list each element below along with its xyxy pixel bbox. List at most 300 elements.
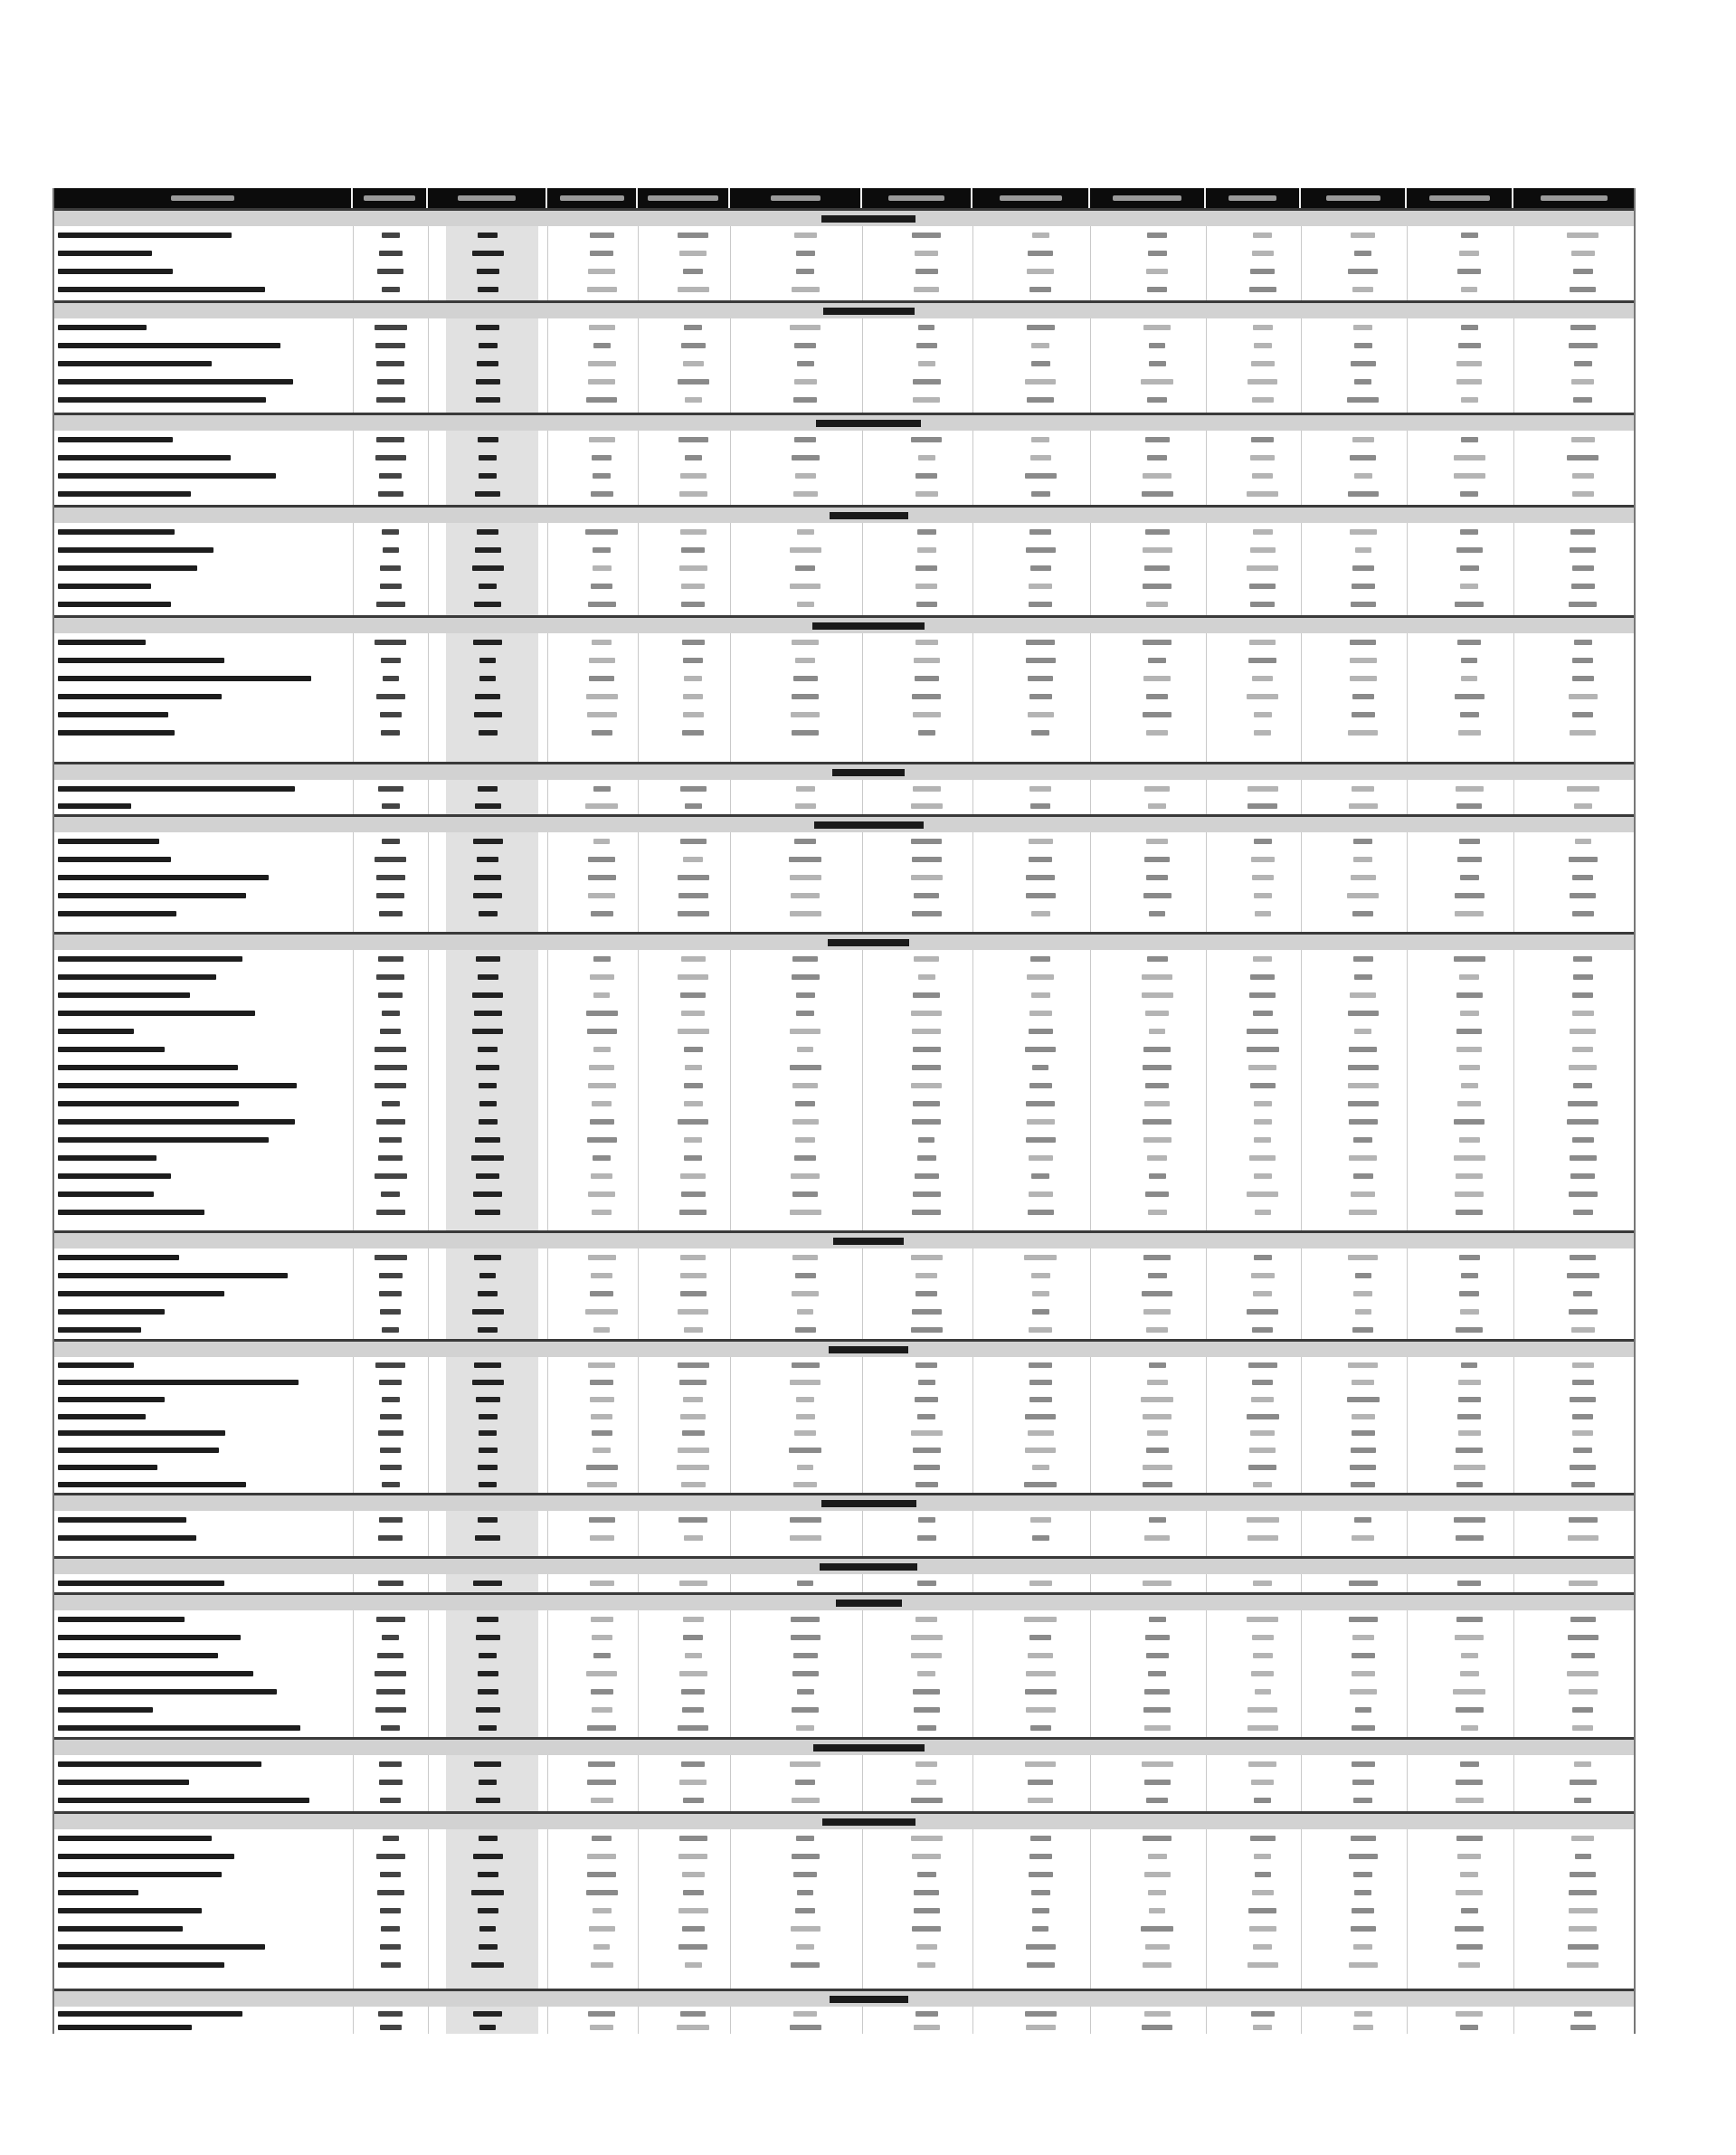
row-value: [1567, 233, 1598, 238]
row-value: [796, 251, 815, 256]
row-value: [1024, 1255, 1057, 1260]
row-value: [380, 565, 401, 571]
row-value: [1350, 529, 1377, 535]
row-value: [1026, 1137, 1056, 1143]
row-value: [681, 1761, 705, 1767]
row-label: [58, 1689, 277, 1695]
row-value: [681, 1482, 706, 1487]
row-value: [1354, 251, 1371, 256]
row-value: [1143, 1962, 1172, 1968]
row-value: [479, 1448, 498, 1453]
row-value: [1146, 839, 1168, 844]
row-value: [1142, 974, 1172, 980]
row-value: [1351, 1191, 1375, 1197]
row-value: [585, 803, 618, 809]
row-value: [1460, 529, 1478, 535]
row-value: [913, 1448, 941, 1453]
table-row: [54, 559, 1634, 577]
row-value: [1146, 602, 1168, 607]
row-value: [678, 437, 708, 442]
row-value: [380, 1414, 402, 1419]
table-row: [54, 1829, 1634, 1847]
row-value: [1568, 1535, 1598, 1541]
row-value: [1030, 1836, 1051, 1841]
row-value: [912, 694, 941, 699]
row-value: [915, 269, 938, 274]
row-value: [1255, 1210, 1271, 1215]
row-value: [1031, 911, 1050, 916]
row-value: [1352, 1380, 1374, 1385]
row-value: [917, 547, 936, 553]
row-value: [1254, 730, 1271, 736]
table-row: [54, 1321, 1634, 1339]
row-value: [1351, 1836, 1376, 1841]
row-value: [792, 694, 819, 699]
table-row: [54, 887, 1634, 905]
row-value: [790, 875, 821, 880]
row-value: [684, 1083, 703, 1088]
row-value: [792, 1083, 818, 1088]
row-value: [1026, 893, 1056, 898]
row-value: [795, 1780, 815, 1785]
row-value: [914, 893, 939, 898]
row-value: [911, 1255, 943, 1260]
row-label: [58, 1517, 186, 1523]
table-row: [54, 449, 1634, 467]
row-value: [1148, 1210, 1167, 1215]
row-value: [592, 1707, 612, 1713]
table-row: [54, 651, 1634, 669]
row-value: [1573, 397, 1592, 403]
row-value: [791, 1635, 821, 1640]
row-value: [793, 676, 818, 681]
row-value: [473, 1854, 503, 1859]
row-value: [791, 1617, 820, 1622]
row-value: [1567, 1962, 1598, 1968]
row-value: [1247, 1191, 1278, 1197]
row-value: [1457, 1854, 1481, 1859]
row-value: [588, 1255, 616, 1260]
row-value: [1350, 1465, 1376, 1470]
row-value: [1571, 437, 1595, 442]
row-value: [915, 1362, 937, 1368]
row-value: [1569, 1581, 1598, 1586]
section-title: [828, 939, 909, 946]
row-value: [1028, 1653, 1053, 1658]
row-value: [1247, 491, 1278, 497]
row-value: [1350, 992, 1376, 998]
row-value: [678, 1309, 708, 1315]
row-value: [1572, 1011, 1594, 1016]
row-value: [1142, 1291, 1172, 1296]
header-cell-11: [1301, 188, 1407, 208]
row-value: [1028, 251, 1053, 256]
table-row: [54, 1408, 1634, 1425]
row-value: [792, 1362, 820, 1368]
row-value: [1457, 1101, 1481, 1106]
table-row: [54, 1511, 1634, 1529]
row-value: [1352, 1414, 1375, 1419]
row-value: [1144, 1725, 1171, 1731]
row-value: [382, 1011, 400, 1016]
row-value: [1461, 658, 1477, 663]
row-value: [378, 1430, 403, 1436]
row-value: [1353, 325, 1372, 330]
section-header: [54, 1989, 1634, 2007]
row-value: [1571, 379, 1594, 384]
row-value: [1454, 1465, 1485, 1470]
row-value: [1573, 974, 1593, 980]
row-value: [1025, 1448, 1056, 1453]
row-value: [792, 1854, 820, 1859]
row-label: [58, 1119, 295, 1125]
row-value: [1567, 455, 1598, 460]
row-value: [1248, 1465, 1276, 1470]
row-value: [680, 992, 706, 998]
row-value: [1030, 565, 1051, 571]
row-value: [1355, 547, 1371, 553]
row-value: [1253, 1482, 1272, 1487]
row-value: [915, 1273, 937, 1278]
row-label: [58, 1397, 165, 1402]
row-value: [591, 1173, 612, 1179]
row-value: [1353, 1798, 1372, 1803]
row-label: [58, 803, 131, 809]
row-value: [1143, 1414, 1172, 1419]
row-label: [58, 640, 146, 645]
row-value: [380, 1309, 401, 1315]
row-value: [479, 584, 497, 589]
row-value: [379, 1761, 402, 1767]
row-value: [1461, 1083, 1478, 1088]
row-value: [1570, 1255, 1596, 1260]
row-value: [479, 473, 497, 479]
row-value: [1031, 437, 1049, 442]
row-value: [1249, 1155, 1276, 1161]
row-value: [797, 361, 814, 366]
row-value: [588, 875, 616, 880]
row-value: [1457, 269, 1481, 274]
row-value: [1352, 712, 1375, 717]
row-value: [679, 1671, 707, 1676]
row-value: [1573, 1448, 1592, 1453]
row-value: [593, 1944, 610, 1950]
row-value: [1143, 893, 1172, 898]
row-value: [790, 911, 821, 916]
row-value: [917, 1671, 935, 1676]
row-value: [1142, 1761, 1173, 1767]
row-value: [1144, 2011, 1171, 2017]
row-label: [58, 992, 190, 998]
row-value: [591, 584, 612, 589]
row-value: [683, 1397, 703, 1402]
row-value: [685, 1065, 702, 1070]
row-value: [680, 1273, 707, 1278]
row-value: [1029, 1362, 1052, 1368]
row-value: [478, 786, 498, 792]
row-value: [1351, 1926, 1376, 1932]
row-value: [1144, 1101, 1170, 1106]
row-value: [1029, 1083, 1052, 1088]
row-value: [1348, 491, 1379, 497]
table-row: [54, 986, 1634, 1004]
row-value: [587, 1872, 616, 1877]
table-header-row: [54, 188, 1634, 208]
row-value: [593, 992, 610, 998]
row-value: [478, 287, 498, 292]
row-label: [58, 676, 311, 681]
row-value: [380, 712, 402, 717]
row-value: [1143, 1581, 1172, 1586]
row-value: [479, 1944, 498, 1950]
row-value: [1144, 786, 1170, 792]
row-value: [911, 1836, 943, 1841]
row-value: [1354, 473, 1372, 479]
row-value: [1460, 565, 1479, 571]
row-value: [1352, 437, 1374, 442]
row-value: [1031, 730, 1049, 736]
row-value: [1348, 1065, 1379, 1070]
row-value: [376, 875, 405, 880]
row-value: [1143, 584, 1172, 589]
row-value: [1148, 803, 1166, 809]
row-label: [58, 437, 173, 442]
row-value: [1458, 730, 1481, 736]
row-value: [585, 529, 618, 535]
row-value: [1027, 269, 1054, 274]
row-value: [590, 1581, 614, 1586]
row-value: [1252, 1635, 1274, 1640]
row-value: [383, 676, 399, 681]
row-value: [1458, 1380, 1481, 1385]
table-row: [54, 1884, 1634, 1902]
row-value: [683, 857, 703, 862]
table-row: [54, 244, 1634, 262]
header-cell-10: [1206, 188, 1301, 208]
row-value: [1573, 1210, 1593, 1215]
row-value: [1027, 397, 1054, 403]
row-value: [1253, 2025, 1272, 2030]
row-label: [58, 1210, 204, 1215]
row-value: [1460, 1761, 1479, 1767]
row-value: [1349, 1962, 1378, 1968]
table-row: [54, 1022, 1634, 1040]
row-value: [913, 992, 940, 998]
row-value: [1027, 1119, 1055, 1125]
row-value: [1454, 1119, 1485, 1125]
row-value: [1024, 1617, 1057, 1622]
row-value: [1454, 1155, 1485, 1161]
row-value: [1025, 379, 1056, 384]
row-value: [379, 1273, 403, 1278]
row-value: [590, 1397, 614, 1402]
row-value: [684, 676, 702, 681]
row-value: [1461, 437, 1478, 442]
row-value: [1028, 712, 1054, 717]
row-value: [917, 1414, 935, 1419]
table-row: [54, 1203, 1634, 1221]
row-value: [916, 602, 937, 607]
row-value: [381, 1191, 400, 1197]
row-value: [375, 1362, 405, 1368]
row-value: [797, 602, 814, 607]
row-value: [1575, 839, 1591, 844]
row-value: [796, 1944, 814, 1950]
row-value: [1456, 992, 1483, 998]
row-label: [58, 1707, 153, 1713]
row-value: [794, 839, 816, 844]
row-label: [58, 1944, 265, 1950]
row-value: [912, 911, 942, 916]
row-value: [1144, 1872, 1171, 1877]
row-value: [379, 1517, 403, 1523]
row-value: [1570, 287, 1596, 292]
row-value: [1349, 803, 1378, 809]
header-label: [171, 195, 234, 201]
row-value: [1247, 1029, 1278, 1034]
row-value: [1030, 1725, 1051, 1731]
row-value: [1349, 1854, 1378, 1859]
table-row: [54, 706, 1634, 724]
row-label: [58, 1029, 134, 1034]
row-value: [678, 1029, 709, 1034]
row-value: [913, 379, 941, 384]
row-value: [589, 658, 615, 663]
row-value: [1253, 956, 1272, 962]
row-value: [1567, 1671, 1598, 1676]
table-row: [54, 373, 1634, 391]
row-value: [916, 1780, 936, 1785]
table-row: [54, 262, 1634, 280]
row-value: [1572, 565, 1594, 571]
row-label: [58, 1011, 255, 1016]
row-value: [1349, 1581, 1378, 1586]
row-label: [58, 1191, 154, 1197]
row-value: [1347, 1397, 1380, 1402]
row-value: [793, 1482, 817, 1487]
table-row: [54, 523, 1634, 541]
row-value: [1250, 1430, 1275, 1436]
row-value: [1571, 251, 1595, 256]
row-value: [1247, 1517, 1279, 1523]
row-value: [1147, 287, 1167, 292]
row-value: [1453, 1689, 1485, 1695]
row-value: [914, 1890, 939, 1895]
row-value: [478, 974, 498, 980]
section-header: [54, 208, 1634, 226]
row-value: [915, 473, 937, 479]
row-value: [588, 1761, 615, 1767]
row-value: [789, 1448, 821, 1453]
row-label: [58, 1137, 269, 1143]
row-value: [681, 956, 706, 962]
row-value: [478, 1465, 498, 1470]
row-value: [1569, 694, 1598, 699]
row-value: [1029, 584, 1052, 589]
row-value: [1147, 397, 1167, 403]
row-value: [1457, 640, 1481, 645]
row-value: [1247, 1617, 1278, 1622]
row-value: [376, 1210, 405, 1215]
row-value: [1247, 1047, 1279, 1052]
row-value: [1456, 1617, 1483, 1622]
header-label: [458, 195, 516, 201]
row-value: [794, 343, 816, 348]
row-value: [1349, 1155, 1377, 1161]
row-value: [589, 1517, 615, 1523]
row-value: [681, 602, 705, 607]
row-value: [1459, 974, 1479, 980]
row-value: [378, 1535, 403, 1541]
table-row: [54, 1267, 1634, 1285]
row-value: [1352, 1535, 1374, 1541]
row-value: [1347, 397, 1379, 403]
table-row: [54, 1459, 1634, 1476]
row-value: [1569, 1890, 1597, 1895]
row-value: [795, 1137, 815, 1143]
row-value: [1252, 676, 1273, 681]
row-value: [1571, 1836, 1594, 1841]
row-value: [1247, 1725, 1278, 1731]
row-value: [1029, 1191, 1053, 1197]
row-value: [1247, 1414, 1279, 1419]
row-value: [474, 875, 501, 880]
row-value: [1574, 640, 1592, 645]
row-value: [1145, 1635, 1170, 1640]
row-value: [794, 1155, 816, 1161]
row-label: [58, 379, 293, 384]
table-row: [54, 688, 1634, 706]
row-label: [58, 565, 197, 571]
row-value: [792, 1191, 818, 1197]
row-value: [475, 803, 501, 809]
row-value: [1353, 956, 1373, 962]
table-row: [54, 1665, 1634, 1683]
row-value: [911, 1653, 942, 1658]
row-value: [1029, 839, 1053, 844]
table-row: [54, 905, 1634, 923]
row-value: [1149, 361, 1166, 366]
row-value: [1147, 1380, 1168, 1385]
section-title: [822, 1818, 915, 1826]
table-row: [54, 318, 1634, 337]
row-value: [1145, 1011, 1169, 1016]
row-value: [918, 455, 935, 460]
row-value: [590, 1291, 613, 1296]
row-value: [913, 712, 941, 717]
section-title: [816, 420, 921, 427]
row-value: [1460, 1011, 1479, 1016]
row-value: [915, 2011, 938, 2017]
row-value: [1458, 1962, 1480, 1968]
row-label: [58, 1854, 234, 1859]
row-value: [1149, 1173, 1166, 1179]
row-value: [1460, 2025, 1478, 2030]
row-value: [792, 956, 818, 962]
header-label: [1113, 195, 1181, 201]
header-cell-13: [1513, 188, 1634, 208]
row-value: [1456, 1448, 1483, 1453]
row-value: [472, 992, 503, 998]
row-value: [1456, 1482, 1483, 1487]
row-value: [1350, 640, 1376, 645]
row-value: [1570, 2025, 1596, 2030]
row-value: [1143, 1065, 1172, 1070]
row-value: [379, 1291, 402, 1296]
row-value: [474, 1011, 502, 1016]
row-value: [591, 1798, 613, 1803]
row-value: [477, 361, 498, 366]
